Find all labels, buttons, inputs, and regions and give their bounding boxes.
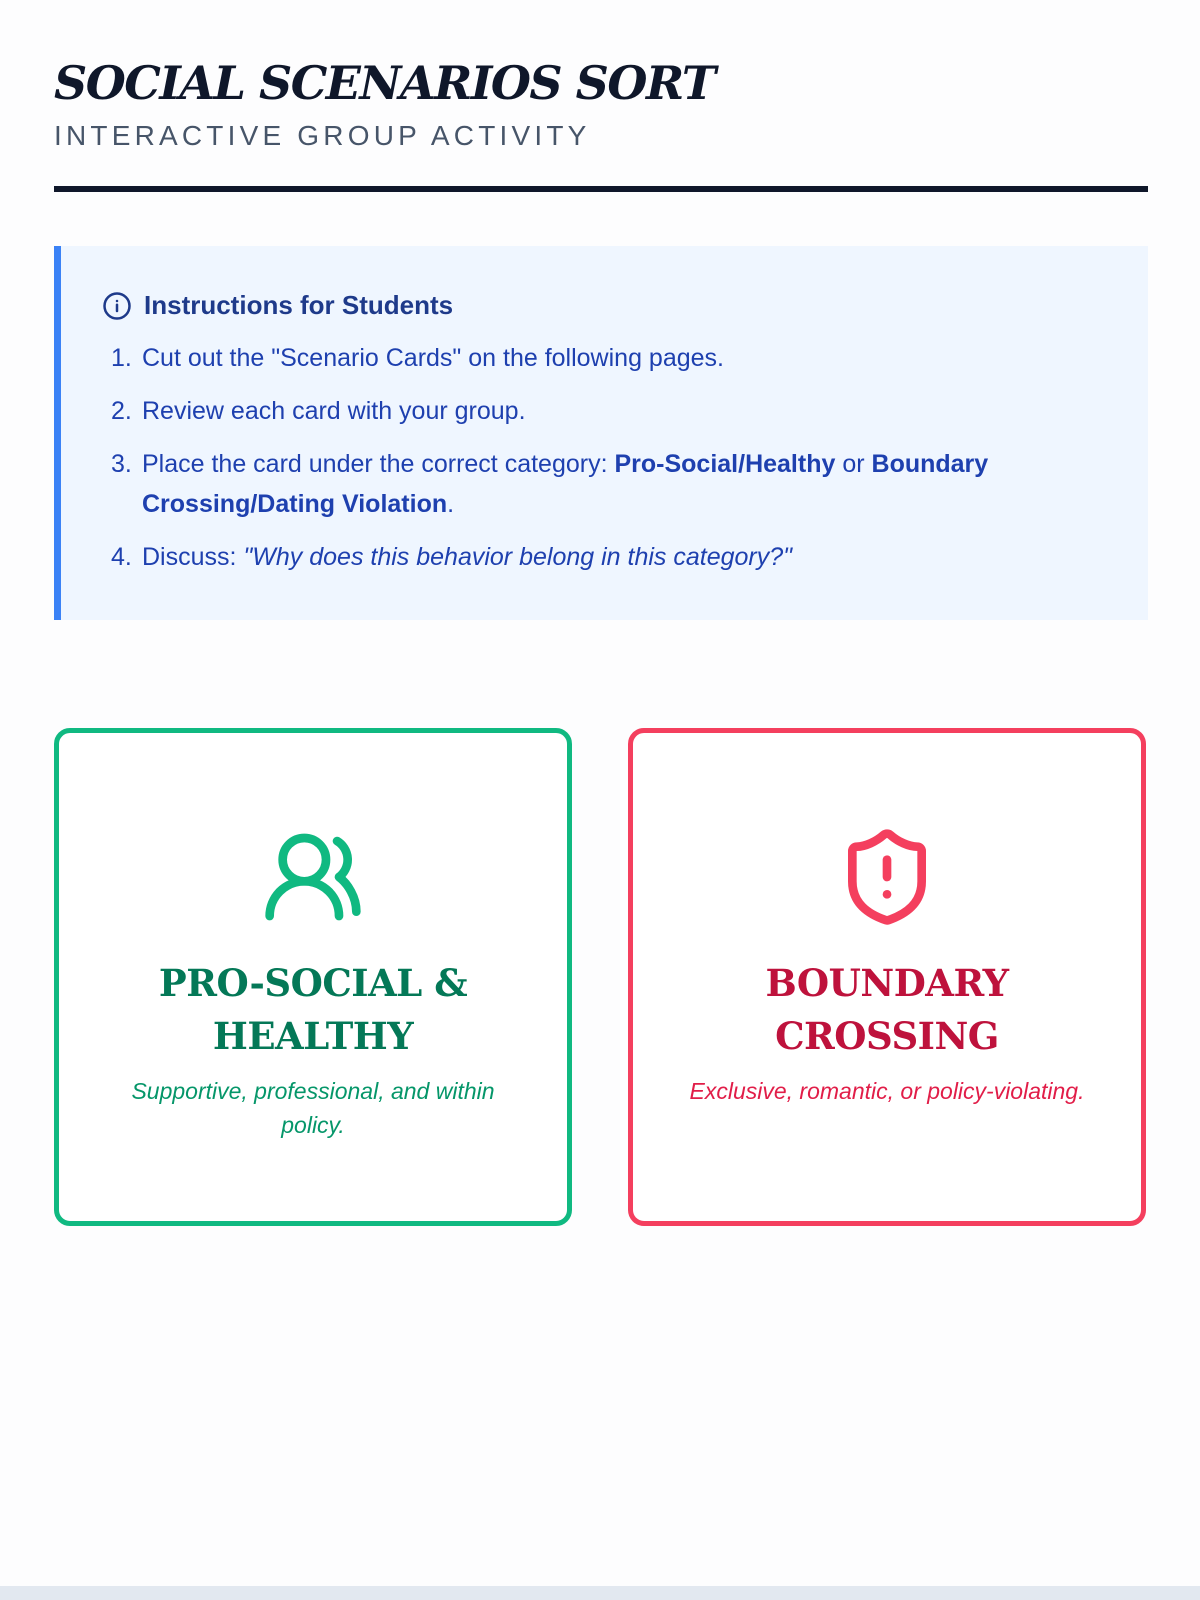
category-card-boundary (628, 728, 1146, 1226)
users-icon (261, 825, 365, 929)
category-description: Exclusive, romantic, or policy-violating. (689, 1078, 1085, 1104)
category-term-boundary: Boundary Crossing/Dating Violation (142, 450, 989, 518)
page-subtitle: INTERACTIVE GROUP ACTIVITY (54, 120, 591, 151)
instruction-step: 1. Cut out the "Scenario Cards" on the following pages. (111, 344, 724, 372)
footer-band (0, 1586, 1200, 1600)
instruction-step: 4. Discuss: "Why does this behavior belong in this category?" (111, 543, 793, 571)
instruction-step: 3. Place the card under the correct category: Pro-Social/Healthy or Boundary Crossing/Dating Violation. (111, 450, 989, 518)
instruction-step: 2. Review each card with your group. (111, 397, 526, 425)
instructions-heading-text: Instructions for Students (144, 290, 454, 320)
instructions-box (54, 246, 1148, 620)
info-circle-icon (102, 291, 132, 321)
shield-alert-icon (835, 825, 939, 929)
category-term-healthy: Pro-Social/Healthy (614, 450, 836, 478)
instructions-heading (102, 290, 453, 321)
page-title: SOCIAL SCENARIOS SORT (54, 56, 715, 110)
header-divider (54, 186, 1148, 192)
category-card-healthy (54, 728, 572, 1226)
discussion-question: "Why does this behavior belong in this category?" (243, 543, 793, 571)
instructions-list (111, 338, 1111, 590)
category-description: Supportive, professional, and within policy. (131, 1078, 495, 1138)
category-title: BOUNDARY CROSSING (765, 961, 1009, 1058)
category-title: PRO-SOCIAL & HEALTHY (158, 961, 468, 1058)
